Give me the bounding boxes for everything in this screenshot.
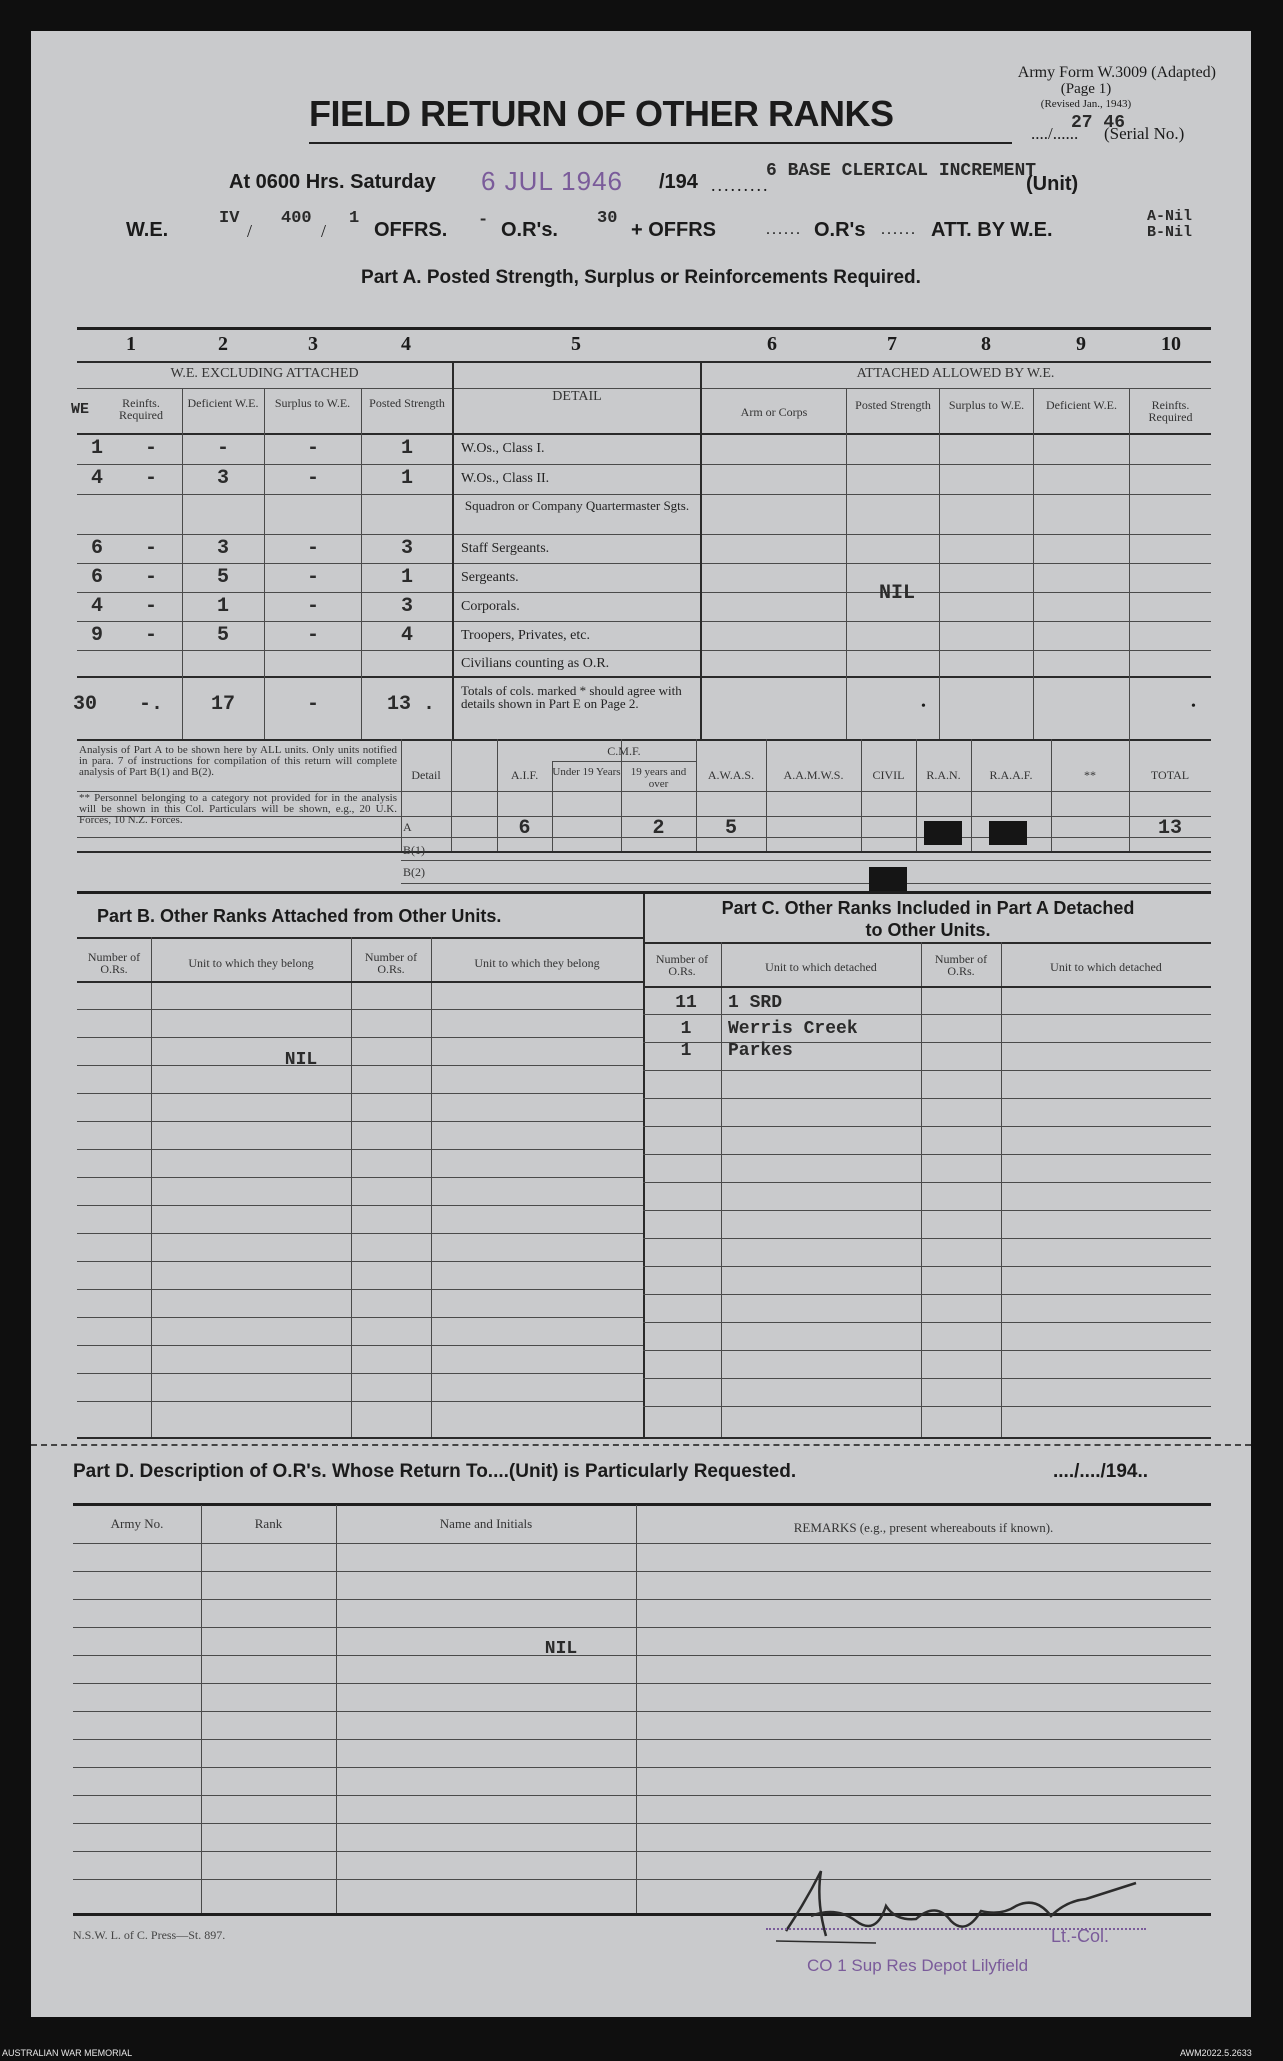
group-we-excluding: W.E. EXCLUDING ATTACHED <box>170 366 359 381</box>
part-a-title: Part A. Posted Strength, Surplus or Reinforcements Required. <box>361 267 921 288</box>
we-value: 6 <box>90 566 103 589</box>
header-surplus: Surplus to W.E. <box>274 396 351 410</box>
page-number: (Page 1) <box>1060 81 1112 97</box>
part-d-date: ..../..../194.. <box>1053 1461 1149 1482</box>
printer-imprint: N.S.W. L. of C. Press—St. 897. <box>73 1928 226 1942</box>
unit-label: (Unit) <box>1026 173 1079 195</box>
surplus-value: - <box>306 566 319 589</box>
form-number: Army Form W.3009 (Adapted) <box>1017 64 1216 81</box>
detail-label: Civilians counting as O.R. <box>461 656 610 671</box>
surplus-value: - <box>306 467 319 490</box>
we-value: 6 <box>90 537 103 560</box>
att-by-we-label: ATT. BY W.E. <box>931 219 1053 241</box>
header-army-no: Army No. <box>110 1516 164 1531</box>
part-c-title <box>645 897 1211 941</box>
we-mark: WE <box>71 401 90 418</box>
analysis-under-19: Under 19 Years <box>552 766 621 778</box>
posted-value: 3 <box>400 537 413 560</box>
we-value-1: IV <box>219 209 240 228</box>
deficient-value: 5 <box>216 624 229 647</box>
perforation-line <box>31 1444 1251 1446</box>
deficient-value: 5 <box>216 566 229 589</box>
analysis-a-over19: 2 <box>652 817 665 840</box>
revised-note: (Revised Jan., 1943) <box>1040 98 1132 110</box>
we-value-3: 1 <box>349 209 360 228</box>
serial-dots: ..../...... <box>1031 124 1079 143</box>
header-remarks: REMARKS (e.g., present whereabouts if known). <box>793 1520 1054 1535</box>
reinf-value: - <box>144 467 157 490</box>
we-value-2: 400 <box>281 209 312 228</box>
offrs-value: - <box>478 211 489 230</box>
analysis-awas: A.W.A.S. <box>707 768 755 782</box>
detail-label: W.Os., Class I. <box>461 441 545 456</box>
we-value: 4 <box>90 595 103 618</box>
col-number: 6 <box>767 333 777 355</box>
col-number: 1 <box>126 333 136 355</box>
rank-stamp: Lt.-Col. <box>1051 1926 1110 1946</box>
part-d-nil: NIL <box>544 1639 578 1659</box>
analysis-19-over: 19 years and over <box>630 766 687 790</box>
detached-number: 11 <box>675 993 697 1013</box>
detached-unit: 1 SRD <box>728 993 783 1013</box>
detail-label: Troopers, Privates, etc. <box>461 628 590 643</box>
b-nil: B-Nil <box>1147 224 1193 241</box>
analysis-a-total: 13 <box>1157 817 1182 840</box>
deficient-value: 3 <box>216 467 229 490</box>
detached-unit: Werris Creek <box>728 1019 858 1039</box>
title-underline <box>309 142 1012 144</box>
detail-label: Sergeants. <box>461 570 519 585</box>
analysis-civil: CIVIL <box>872 768 905 782</box>
analysis-detail-label: Detail <box>411 768 441 782</box>
surplus-value: - <box>306 537 319 560</box>
offrs-label: OFFRS. <box>374 219 448 241</box>
we-value: 4 <box>90 467 103 490</box>
part-c-num-header: Number of O.Rs. <box>655 952 709 978</box>
part-b-title: Part B. Other Ranks Attached from Other Units. <box>97 906 502 926</box>
surplus-value: - <box>306 437 319 460</box>
part-b-nil: NIL <box>284 1050 318 1070</box>
header-name: Name and Initials <box>439 1516 533 1531</box>
col-number: 4 <box>401 333 411 355</box>
detail-label: Squadron or Company Quartermaster Sgts. <box>464 498 690 513</box>
serial-label: (Serial No.) <box>1104 124 1185 143</box>
header-surplus-att: Surplus to W.E. <box>948 398 1025 412</box>
analysis-ran: R.A.N. <box>926 768 961 782</box>
analysis-a-aif: 6 <box>518 817 531 840</box>
reinf-value: - <box>144 437 157 460</box>
posted-value: 1 <box>400 437 413 460</box>
total-posted: 13 . <box>386 693 435 716</box>
year-label: /194 <box>659 171 698 193</box>
surplus-value: - <box>306 595 319 618</box>
header-posted: Posted Strength <box>369 396 445 410</box>
attached-nil: NIL <box>878 582 915 605</box>
header-reinfts: Reinfts. Required <box>119 396 163 422</box>
archive-credit: AUSTRALIAN WAR MEMORIAL <box>2 2048 133 2058</box>
header-posted-att: Posted Strength <box>855 398 931 412</box>
analysis-total: TOTAL <box>1150 768 1190 782</box>
archive-id: AWM2022.5.2633 <box>1180 2048 1252 2058</box>
total-surplus: - <box>306 693 319 716</box>
part-c-num-header-2: Number of O.Rs. <box>934 952 988 978</box>
redaction-ran <box>924 821 962 845</box>
group-attached: ATTACHED ALLOWED BY W.E. <box>856 366 1055 381</box>
totals-note: Totals of cols. marked * should agree with details shown in Part E on Page 2. <box>461 683 682 711</box>
col-number: 5 <box>571 333 581 355</box>
part-b-num-header: Number of O.Rs. <box>87 950 141 976</box>
detached-number: 1 <box>680 1041 692 1061</box>
time-label: At 0600 Hrs. Saturday <box>229 171 436 193</box>
detail-label: Staff Sergeants. <box>461 541 550 556</box>
ors-label-2: O.R's <box>814 219 866 241</box>
col-number: 3 <box>308 333 318 355</box>
header-rank: Rank <box>254 1516 283 1531</box>
analysis-row-a: A <box>403 820 412 834</box>
analysis-row-b1: B(1) <box>403 843 425 857</box>
part-b-unit-header: Unit to which they belong <box>188 956 314 970</box>
analysis-cmf: C.M.F. <box>607 744 641 758</box>
reinf-value: - <box>144 624 157 647</box>
analysis-raaf: R.A.A.F. <box>989 768 1033 782</box>
redaction-raaf <box>989 821 1027 845</box>
detail-label: W.Os., Class II. <box>461 471 550 486</box>
form-title: FIELD RETURN OF OTHER RANKS <box>309 93 894 134</box>
we-label: W.E. <box>126 219 169 241</box>
reinf-value: - <box>144 537 157 560</box>
we-value: 1 <box>90 437 103 460</box>
date-stamp: 6 JUL 1946 <box>481 166 624 196</box>
col-number: 7 <box>887 333 897 355</box>
detached-unit: Parkes <box>728 1041 793 1061</box>
plus-offrs-label: + OFFRS <box>631 219 717 241</box>
reinf-value: - <box>144 595 157 618</box>
analysis-note-2: ** Personnel belonging to a category not provided for in the analysis will be shown in this Col. Particulars will be shown, e.g., 20 U.K. Forces, 10 N.Z. Forces. <box>79 792 397 826</box>
deficient-value: 1 <box>216 595 229 618</box>
unit-typed: 6 BASE CLERICAL INCREMENT <box>766 161 1037 181</box>
posted-value: 3 <box>400 595 413 618</box>
detail-label: Corporals. <box>461 599 520 614</box>
deficient-value: - <box>216 437 229 460</box>
header-arm-corps: Arm or Corps <box>740 405 808 419</box>
posted-value: 4 <box>400 624 413 647</box>
reinf-value: - <box>144 566 157 589</box>
deficient-value: 3 <box>216 537 229 560</box>
header-deficient: Deficient W.E. <box>187 396 259 410</box>
header-reinfts-att: Reinfts. Required <box>1148 398 1193 424</box>
col-number: 9 <box>1076 333 1086 355</box>
posted-value: 1 <box>400 566 413 589</box>
analysis-row-b2: B(2) <box>403 865 425 879</box>
col-number: 8 <box>981 333 991 355</box>
we-value: 9 <box>90 624 103 647</box>
ors-value: 30 <box>597 209 618 228</box>
part-c-unit-header-2: Unit to which detached <box>1050 960 1162 974</box>
part-c-title-2: to Other Units. <box>865 920 991 940</box>
co-stamp: CO 1 Sup Res Depot Lilyfield <box>807 1956 1029 1975</box>
total-deficient: 17 <box>210 693 235 716</box>
analysis-aamws: A.A.M.W.S. <box>783 768 844 782</box>
part-c-title-1: Part C. Other Ranks Included in Part A Detached <box>721 898 1135 918</box>
analysis-a-awas: 5 <box>724 817 737 840</box>
form-sheet: Army Form W.3009 (Adapted) (Page 1) (Revised Jan., 1943) FIELD RETURN OF OTHER RANKS 27 46 ..../...... (Serial No.) At 0600 Hrs. Saturday 6 JUL 1946 /194 ......... 6 BASE CLERICAL INCREMENT (Unit) W.E. IV / 400 / 1 OFFRS. - O.R's. 30 + OFFRS ...... O.R's ...... ATT. BY W.E. A-Nil B-Nil Part A. Posted Strength, Surplus or Reinforcements Required. 1 2 3 4 5 6 7 8 9 10 W.E. EXCLUDING ATTACHED ATTACHED ALLOWED BY W.E. WE Reinfts. Required Deficient W.E. Surplus to W.E. Posted Strength DETAIL Arm or Corps Posted Strength Surplus to W.E. Deficient W.E. Reinfts. Required 1 - - - 1 W.Os., Class I. 4 - 3 - 1 W.Os., Class II. Squadron or Company Quartermaster Sgts. 6 - 3 - 3 Staff Sergeants. 6 - 5 - 1 Sergeants. 4 - 1 - 3 Corporals. 9 - 5 - 4 Troopers, Privates, etc. Civilians counting as O.R. NIL 30 -. 17 - 13 . Totals of cols. marked * should agree with details shown in Part E on Page 2. • • Analysis of Part A to be shown here by ALL units. Only units notified in para. 7 of instructions for compilation of this return will complete analysis of Part B(1) and B(2). ** Personnel belonging to a category not provided for in the analysis will be shown in this Col. Particulars will be shown, e.g., 20 U.K. Forces, 10 N.Z. Forces. Detail A.I.F. C.M.F. Under 19 Years 19 years and over A.W.A.S. A.A.M.W.S. CIVIL R.A.N. R.A.A.F. ** TOTAL A B(1) B(2) 6 2 5 13 Part B. Other Ranks Attached from Other Units. Part C. Other Ranks Included in Part A Detached to Other Units. Number of O.Rs. Unit to which they belong Number of O.Rs. Unit to which they belong Number of O.Rs. Unit to which detached Number of O.Rs. Unit to which detached NIL 11 1 SRD 1 Werris Creek 1 Parkes Part D. Description of O.R's. Whose Return To....(Unit) is Particularly Requested. ..../..../194.. Army No. Rank Name and Initials REMARKS (e.g., present whereabouts if known). NIL Lt.-Col. CO 1 Sup Res Depot Lilyfield N.S.W. L. of C. Press—St. 897. <box>31 31 1251 2017</box>
total-reinf: -. <box>138 693 163 716</box>
redaction-civil <box>869 867 907 891</box>
posted-value: 1 <box>400 467 413 490</box>
surplus-value: - <box>306 624 319 647</box>
analysis-aif: A.I.F. <box>510 768 539 782</box>
ors-label: O.R's. <box>501 219 558 241</box>
part-b-unit-header-2: Unit to which they belong <box>474 956 600 970</box>
part-c-unit-header: Unit to which detached <box>765 960 877 974</box>
part-d-title: Part D. Description of O.R's. Whose Return To....(Unit) is Particularly Requested. <box>73 1461 797 1482</box>
detached-number: 1 <box>680 1019 692 1039</box>
col-number: 2 <box>218 333 228 355</box>
serial-written: 27 46 <box>1071 113 1126 133</box>
total-we: 30 <box>72 693 97 716</box>
analysis-note-1: Analysis of Part A to be shown here by ALL units. Only units notified in para. 7 of instructions for compilation of this return will complete analysis of Part B(1) and B(2). <box>79 744 397 778</box>
header-detail: DETAIL <box>552 389 602 404</box>
a-nil: A-Nil <box>1147 208 1193 225</box>
header-deficient-att: Deficient W.E. <box>1046 398 1117 412</box>
col-number: 10 <box>1161 333 1181 355</box>
analysis-other: ** <box>1084 768 1096 782</box>
part-b-num-header-2: Number of O.Rs. <box>364 950 418 976</box>
